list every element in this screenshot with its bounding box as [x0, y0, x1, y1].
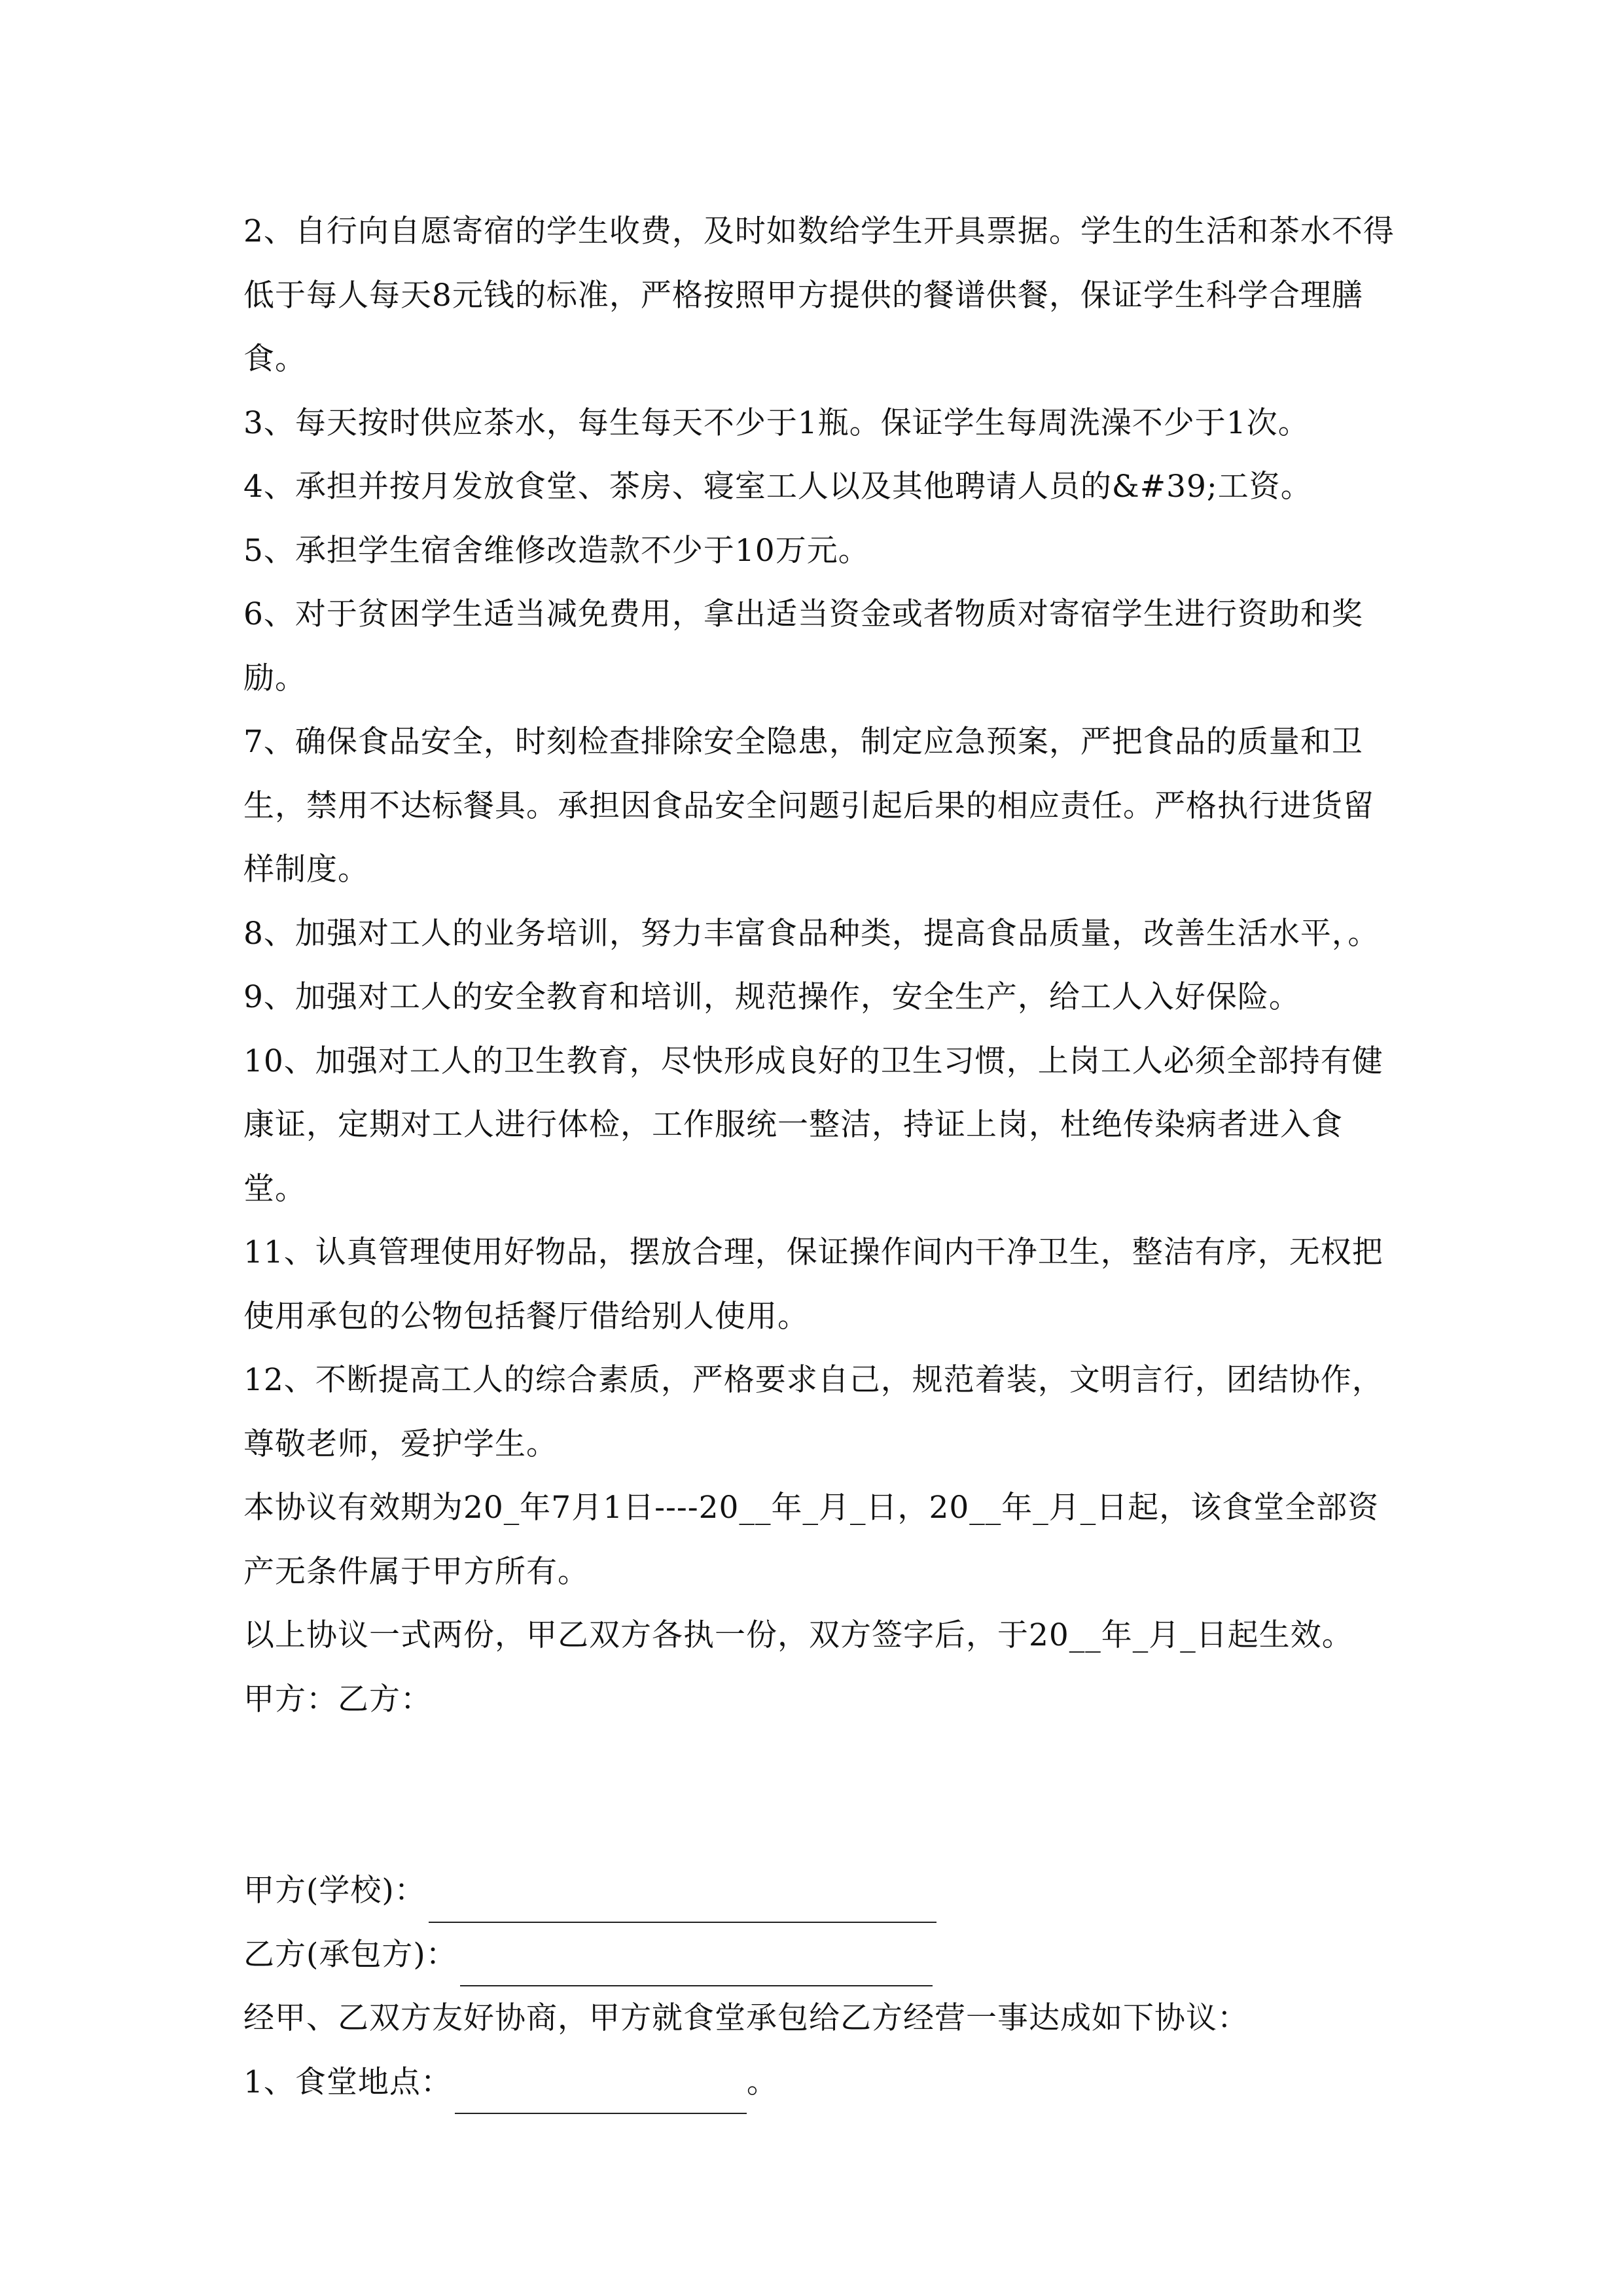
copies-clause: 以上协议一式两份，甲乙双方各执一份，双方签字后，于20__年_月_日起生效。: [243, 1617, 1353, 1653]
party-a-signature-blank[interactable]: [429, 1881, 936, 1923]
canteen-location-row: [243, 2051, 1395, 2115]
clause-4: 4、承担并按月发放食堂、茶房、寝室工人以及其他聘请人员的&#39;工资。: [243, 469, 1312, 505]
clause-11: 11、认真管理使用好物品，摆放合理，保证操作间内干净卫生，整洁有序，无权把使用承包的公物包括餐厅借给别人使用。: [243, 1234, 1383, 1335]
clause-7: 7、确保食品安全，时刻检查排除安全隐患，制定应急预案，严把食品的质量和卫生，禁用不达标餐具。承担因食品安全问题引起后果的相应责任。严格执行进货留样制度。: [243, 724, 1374, 888]
party-b-signature-blank[interactable]: [460, 1945, 933, 1986]
document-body: [243, 200, 1395, 2114]
canteen-location-label: 1、食堂地点：: [243, 2064, 452, 2100]
clause-3: 3、每天按时供应茶水，每生每天不少于1瓶。保证学生每周洗澡不少于1次。: [243, 404, 1310, 441]
clause-5: 5、承担学生宿舍维修改造款不少于10万元。: [243, 532, 870, 569]
signature-spacer: [243, 1731, 1395, 1859]
clause-2: 2、自行向自愿寄宿的学生收费，及时如数给学生开具票据。学生的生活和茶水不得低于每人每天8元钱的标准，严格按照甲方提供的餐谱供餐，保证学生科学合理膳食。: [243, 213, 1395, 377]
party-a-signature-row: [243, 1859, 1395, 1923]
party-b-signature-row: [243, 1923, 1395, 1987]
party-a-label: 甲方(学校)：: [243, 1873, 426, 1909]
canteen-location-suffix: 。: [746, 2064, 778, 2100]
party-b-label: 乙方(承包方)：: [243, 1936, 457, 1973]
clause-9: 9、加强对工人的安全教育和培训，规范操作，安全生产，给工人入好保险。: [243, 979, 1300, 1015]
clause-10: 10、加强对工人的卫生教育，尽快形成良好的卫生习惯，上岗工人必须全部持有健康证，定期对工人进行体检，工作服统一整洁，持证上岗，杜绝传染病者进入食堂。: [243, 1043, 1383, 1207]
validity-clause: 本协议有效期为20_年7月1日----20__年_月_日，20__年_月_日起，该食堂全部资产无条件属于甲方所有。: [243, 1490, 1380, 1590]
clause-6: 6、对于贫困学生适当减免费用，拿出适当资金或者物质对寄宿学生进行资助和奖励。: [243, 596, 1363, 696]
intro-paragraph: 经甲、乙双方友好协商，甲方就食堂承包给乙方经营一事达成如下协议：: [243, 2000, 1249, 2036]
canteen-location-blank[interactable]: [455, 2072, 747, 2114]
clause-12: 12、不断提高工人的综合素质，严格要求自己，规范着装，文明言行，团结协作，尊敬老师，爱护学生。: [243, 1362, 1383, 1462]
parties-line: 甲方：乙方：: [243, 1681, 432, 1717]
clause-8: 8、加强对工人的业务培训，努力丰富食品种类，提高食品质量，改善生活水平，。: [243, 915, 1380, 952]
